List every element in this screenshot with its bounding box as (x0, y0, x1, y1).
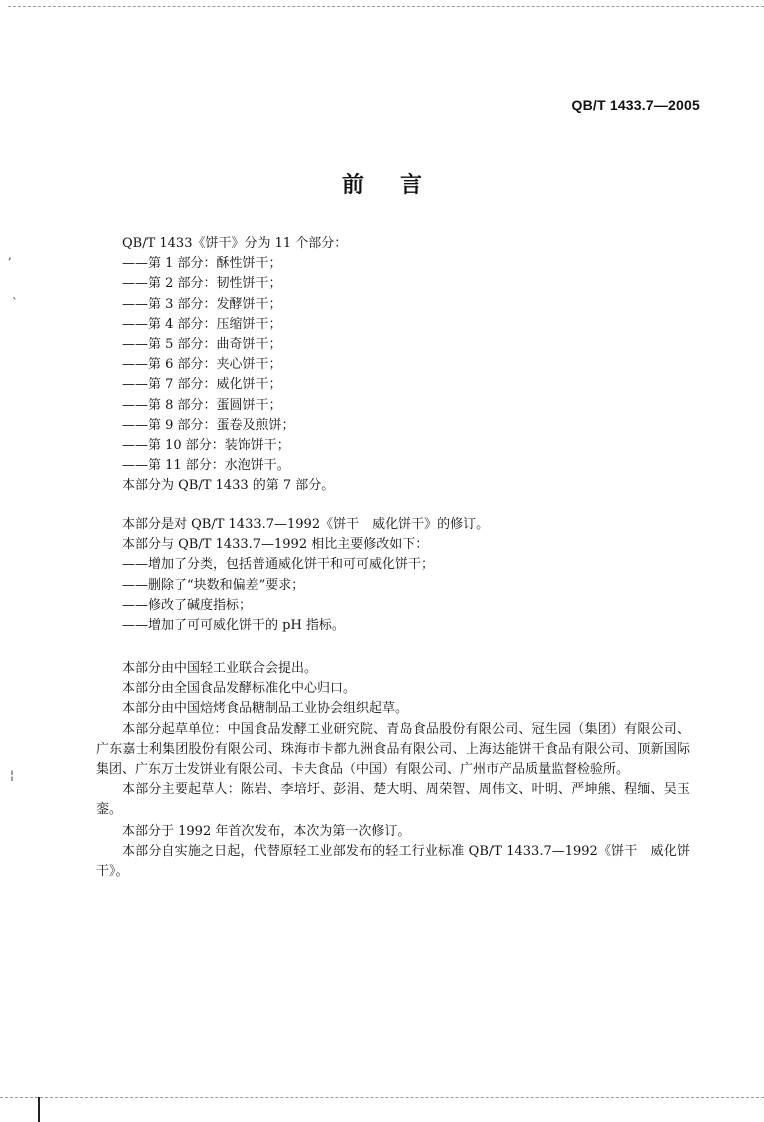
change-item: ——删除了“块数和偏差”要求； (122, 577, 305, 593)
revision-statement: 本部分是对 QB/T 1433.7—1992《饼干 威化饼干》的修订。 (122, 517, 490, 532)
first-issue: 本部分于 1992 年首次发布，本次为第一次修订。 (122, 823, 411, 839)
title-char-2: 言 (400, 173, 423, 198)
replacement-note: 本部分自实施之日起，代替原轻工业部发布的轻工行业标准 QB/T 1433.7—1992《饼干 威化饼干》。 (96, 843, 690, 879)
change-item: ——修改了碱度指标； (122, 597, 253, 613)
part-item: ——第 9 部分：蛋卷及煎饼； (122, 417, 295, 433)
title-char-1: 前 (341, 173, 364, 198)
proposed-by: 本部分由中国轻工业联合会提出。 (122, 661, 318, 676)
drafting-units: 本部分起草单位：中国食品发酵工业研究院、青岛食品股份有限公司、冠生园（集团）有限公司、广东嘉士利集团股份有限公司、珠海市卡都九洲食品有限公司、上海达能饼干食品有限公司、顶新国际集团、广东万士发饼业有限公司、卡夫食品（中国）有限公司、广州市产品质量监督检验所。 (96, 721, 690, 777)
part-item: ——第 10 部分：装饰饼干； (122, 437, 290, 453)
part-item: ——第 1 部分：酥性饼干； (122, 256, 282, 272)
main-drafters: 本部分主要起草人：陈岩、李培圩、彭涓、楚大明、周荣智、周伟文、叶明、严坤熊、程缅、吴玉銮。 (96, 781, 690, 817)
part-item: ——第 2 部分：韧性饼干； (122, 276, 282, 292)
parts-section (96, 234, 690, 496)
centralized-by: 本部分由全国食品发酵标准化中心归口。 (122, 681, 357, 697)
parts-intro: QB/T 1433《饼干》分为 11 个部分： (122, 236, 348, 251)
bottom-tick-mark (38, 1097, 40, 1122)
part-item: ——第 7 部分：威化饼干； (122, 377, 282, 393)
part-item: ——第 11 部分：水泡饼干。 (122, 458, 290, 474)
part-item: ——第 8 部分：蛋圆饼干； (122, 397, 282, 413)
changes-intro: 本部分与 QB/T 1433.7—1992 相比主要修改如下： (122, 537, 429, 553)
part-item: ——第 5 部分：曲奇饼干； (122, 336, 282, 352)
top-dashed-rule (8, 6, 764, 7)
revision-section (96, 515, 690, 636)
standard-code: QB/T 1433.7—2005 (571, 97, 700, 113)
part-item: ——第 4 部分：压缩饼干； (122, 316, 282, 332)
parts-closing: 本部分为 QB/T 1433 的第 7 部分。 (122, 478, 335, 494)
change-item: ——增加了可可威化饼干的 pH 指标。 (122, 617, 345, 633)
drafting-section (96, 659, 690, 882)
change-item: ——增加了分类，包括普通威化饼干和可可威化饼干； (122, 557, 435, 573)
part-item: ——第 6 部分：夹心饼干； (122, 357, 282, 373)
organized-by: 本部分由中国焙烤食品糖制品工业协会组织起草。 (122, 701, 409, 717)
bottom-dashed-rule (0, 1097, 764, 1098)
scan-mark: , (8, 248, 12, 262)
page-title (0, 168, 764, 199)
scan-mark: ` (12, 296, 18, 310)
part-item: ——第 3 部分：发酵饼干； (122, 296, 282, 312)
scan-mark: ¦ (10, 768, 15, 782)
